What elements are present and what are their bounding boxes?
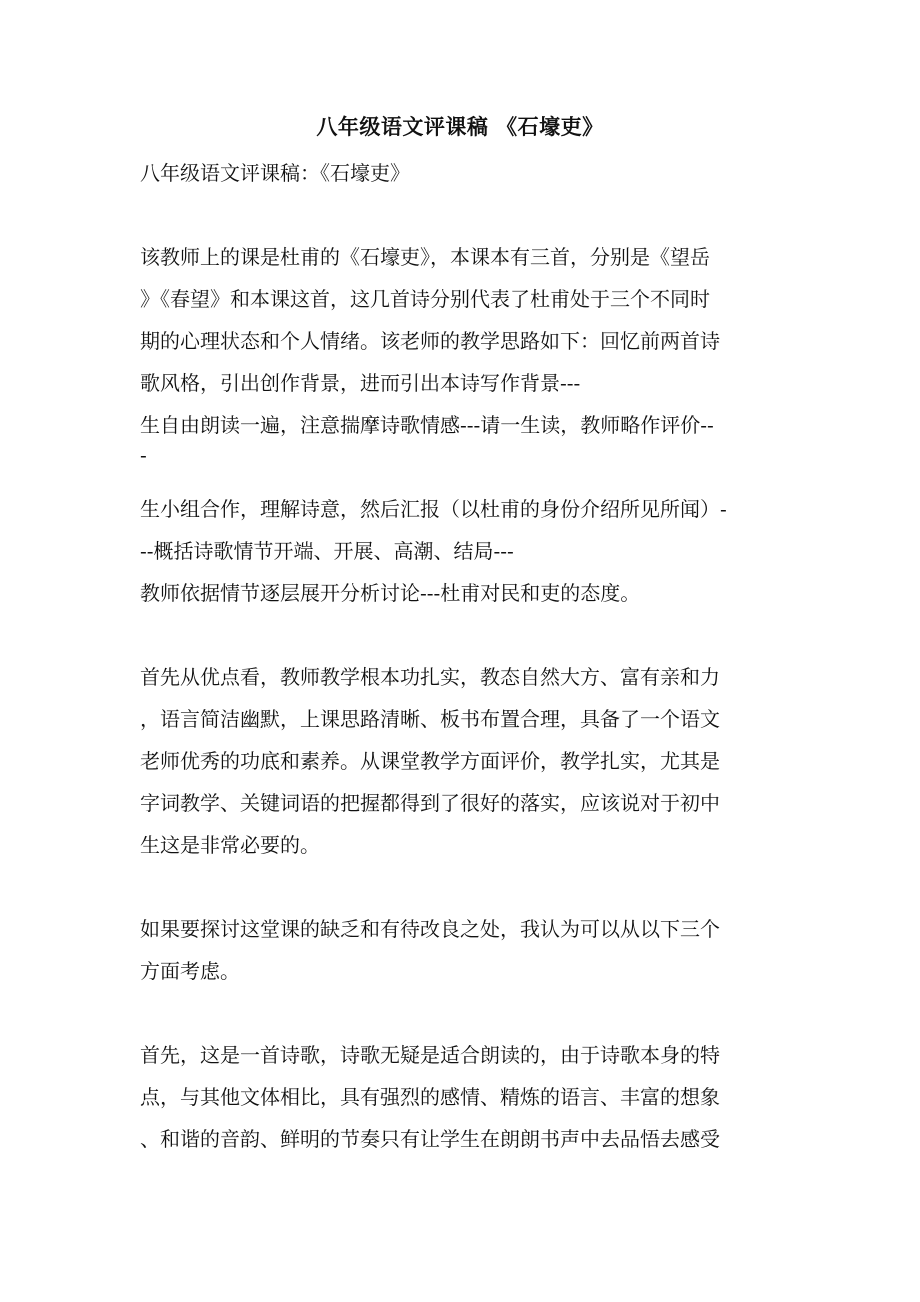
paragraph-4-line-3: 、和谐的音韵、鲜明的节奏只有让学生在朗朗书声中去品悟去感受: [140, 1127, 720, 1151]
paragraph-1-line-9: 教师依据情节逐层展开分析讨论---杜甫对民和吏的态度。: [140, 581, 641, 605]
paragraph-1-line-7: 生小组合作，理解诗意，然后汇报（以杜甫的身份介绍所见所闻）-: [140, 497, 727, 521]
document-subtitle: 八年级语文评课稿：《石壕吏》: [140, 161, 410, 185]
paragraph-2-line-3: 老师优秀的功底和素养。从课堂教学方面评价，教学扎实，尤其是: [140, 749, 720, 773]
paragraph-4-line-1: 首先，这是一首诗歌，诗歌无疑是适合朗读的，由于诗歌本身的特: [140, 1043, 720, 1067]
paragraph-2-line-2: ，语言简洁幽默，上课思路清晰、板书布置合理，具备了一个语文: [140, 707, 720, 731]
paragraph-1-line-3: 期的心理状态和个人情绪。该老师的教学思路如下：回忆前两首诗: [140, 329, 720, 353]
paragraph-3-line-1: 如果要探讨这堂课的缺乏和有待改良之处，我认为可以从以下三个: [140, 917, 720, 941]
paragraph-4-line-2: 点，与其他文体相比，具有强烈的感情、精炼的语言、丰富的想象: [140, 1085, 720, 1109]
paragraph-2-line-4: 字词教学、关键词语的把握都得到了很好的落实，应该说对于初中: [140, 791, 720, 815]
paragraph-2-line-1: 首先从优点看，教师教学根本功扎实，教态自然大方、富有亲和力: [140, 665, 720, 689]
paragraph-1-line-5: 生自由朗读一遍，注意揣摩诗歌情感---请一生读，教师略作评价--: [140, 413, 714, 437]
paragraph-2-line-5: 生这是非常必要的。: [140, 833, 320, 857]
document-title: 八年级语文评课稿 《石壕吏》: [316, 114, 604, 139]
paragraph-1-line-4: 歌风格，引出创作背景，进而引出本诗写作背景---: [140, 371, 581, 395]
paragraph-3-line-2: 方面考虑。: [140, 959, 240, 983]
paragraph-1-line-8: --概括诗歌情节开端、开展、高潮、结局---: [140, 539, 514, 563]
paragraph-1-line-1: 该教师上的课是杜甫的《石壕吏》，本课本有三首，分别是《望岳: [140, 245, 710, 269]
paragraph-1-line-2: 》《春望》和本课这首，这几首诗分别代表了杜甫处于三个不同时: [140, 287, 710, 311]
paragraph-1-line-6: -: [140, 443, 147, 467]
